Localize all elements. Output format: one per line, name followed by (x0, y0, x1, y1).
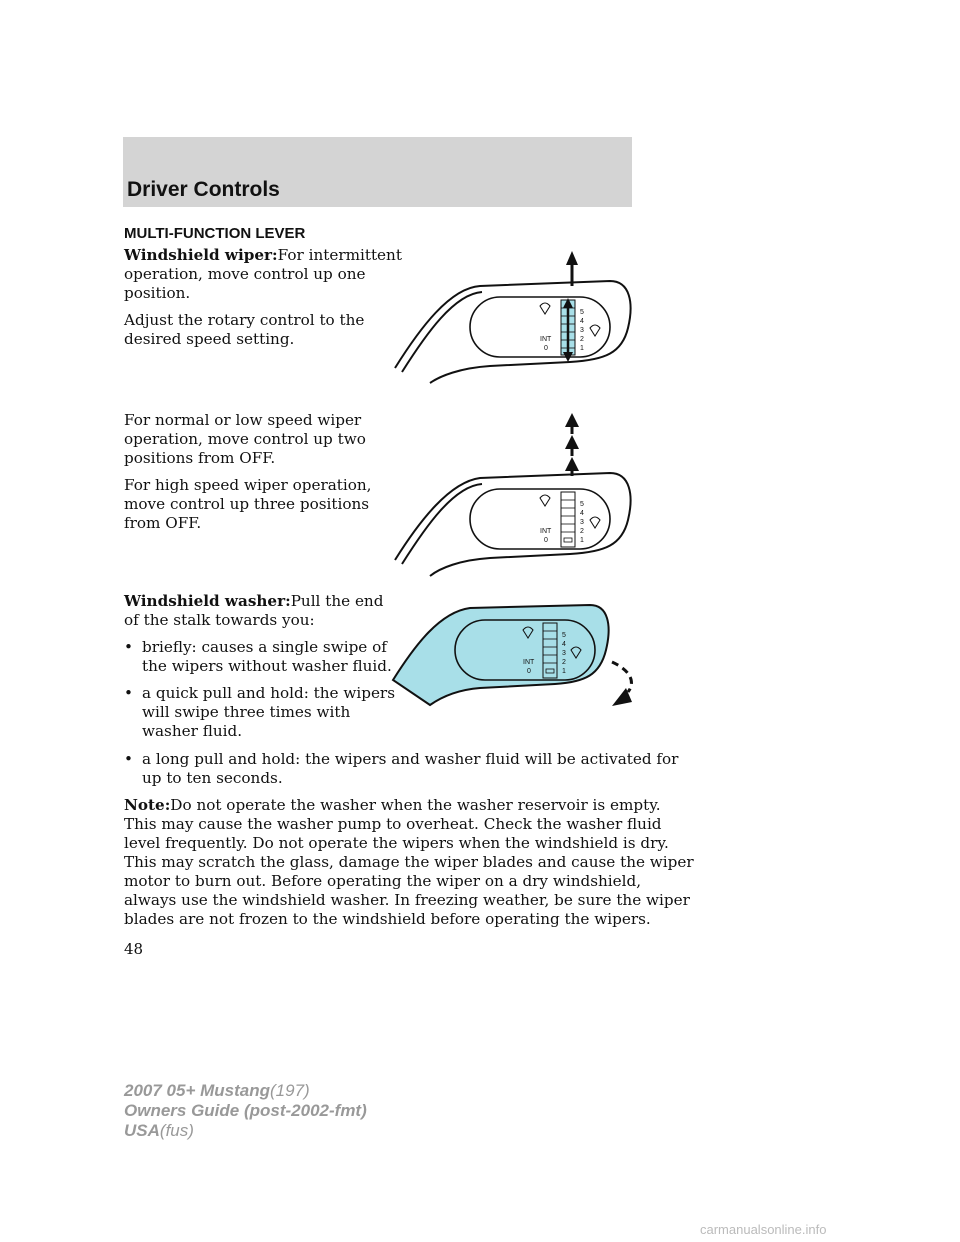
speed-label: 2 (580, 528, 584, 535)
list-item: • a quick pull and hold: the wipers (124, 684, 395, 702)
list-item-continued: washer fluid. (142, 722, 243, 740)
speed-label: 1 (580, 537, 584, 544)
arrow-up-icon (565, 413, 579, 427)
int-label: INT (540, 528, 552, 535)
wiper-symbol-icon (540, 495, 550, 506)
adjust-text-line: desired speed setting. (124, 330, 295, 348)
high-speed-text-line: from OFF. (124, 514, 202, 532)
page-heading: MULTI-FUNCTION LEVER (124, 225, 306, 242)
speed-label: 3 (580, 519, 584, 526)
wiper-symbol-icon (590, 325, 600, 336)
note-text-line: always use the windshield washer. In freezing weather, be sure the wiper (124, 891, 690, 909)
wiper-text-line: position. (124, 284, 191, 302)
low-speed-text-line: operation, move control up two (124, 430, 366, 448)
speed-label: 5 (562, 632, 566, 639)
speed-label: 3 (562, 650, 566, 657)
speed-label: 4 (580, 510, 584, 517)
list-item-continued: the wipers without washer fluid. (142, 657, 392, 675)
note-paragraph: Note:Do not operate the washer when the washer reservoir is empty. (124, 796, 661, 814)
wiper-symbol-icon (590, 517, 600, 528)
zero-label: 0 (544, 345, 548, 352)
speed-label: 2 (562, 659, 566, 666)
wiper-stalk-figure-intermittent (390, 248, 640, 388)
high-speed-text-line: move control up three positions (124, 495, 370, 513)
wiper-symbol-icon (540, 303, 550, 314)
low-speed-text-line: positions from OFF. (124, 449, 276, 467)
list-item: • a long pull and hold: the wipers and washer fluid will be activated for (124, 750, 679, 768)
list-item-continued: up to ten seconds. (142, 769, 283, 787)
speed-label: 5 (580, 501, 584, 508)
note-text-line: level frequently. Do not operate the wipers when the windshield is dry. (124, 834, 669, 852)
footer: 2007 05+ Mustang(197) Owners Guide (post-2002-fmt) USA(fus) (124, 1081, 367, 1140)
list-item-continued: will swipe three times with (142, 703, 351, 721)
arrow-up-icon (565, 457, 579, 471)
note-text-line: motor to burn out. Before operating the wiper on a dry windshield, (124, 872, 642, 890)
list-item: • briefly: causes a single swipe of (124, 638, 387, 656)
high-speed-text-line: For high speed wiper operation, (124, 476, 372, 494)
note-text-line: This may cause the washer pump to overheat. Check the washer fluid (124, 815, 662, 833)
int-label: INT (523, 659, 535, 666)
washer-text-line: of the stalk towards you: (124, 611, 315, 629)
washer-paragraph: Windshield washer:Pull the end (124, 592, 384, 610)
washer-label: Windshield washer: (124, 592, 291, 610)
section-header: Driver Controls (127, 178, 280, 201)
arrow-up-icon (566, 251, 578, 265)
speed-label: 3 (580, 327, 584, 334)
low-speed-text-line: For normal or low speed wiper (124, 411, 362, 429)
wiper-paragraph: Windshield wiper:For intermittent (124, 246, 402, 264)
adjust-text-line: Adjust the rotary control to the (124, 311, 365, 329)
int-label: INT (540, 336, 552, 343)
wiper-label: Windshield wiper: (124, 246, 278, 264)
wiper-stalk-figure-speeds (390, 410, 640, 585)
note-text-line: This may scratch the glass, damage the wiper blades and cause the wiper (124, 853, 694, 871)
arrow-up-icon (565, 435, 579, 449)
wiper-stalk-figure-washer (390, 600, 645, 710)
zero-label: 0 (527, 668, 531, 675)
note-label: Note: (124, 796, 171, 814)
speed-label: 5 (580, 309, 584, 316)
speed-label: 4 (562, 641, 566, 648)
speed-label: 1 (562, 668, 566, 675)
page-number: 48 (124, 940, 144, 958)
watermark: carmanualsonline.info (700, 1222, 827, 1237)
wiper-text-line: operation, move control up one (124, 265, 366, 283)
speed-label: 4 (580, 318, 584, 325)
note-text-line: blades are not frozen to the windshield before operating the wipers. (124, 910, 651, 928)
zero-label: 0 (544, 537, 548, 544)
speed-label: 1 (580, 345, 584, 352)
speed-label: 2 (580, 336, 584, 343)
